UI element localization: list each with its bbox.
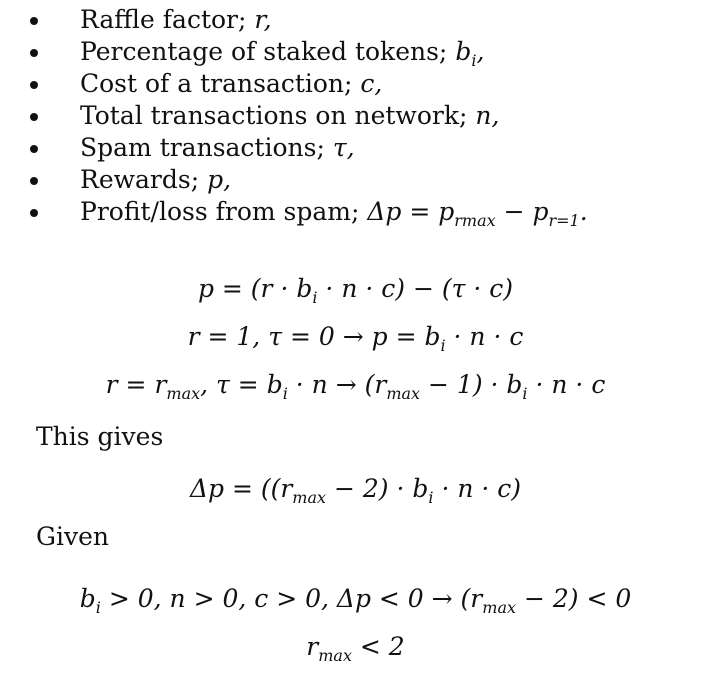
list-item-math: b xyxy=(455,37,472,66)
list-item-tail: , xyxy=(476,37,485,66)
bullet-icon xyxy=(30,49,38,57)
equation-condition: $b_i > 0$, n > 0, c > 0, $\Delta p < 0 \to (r_{max} - 2) < 0$ xyxy=(79,584,632,617)
paragraph-given: Given xyxy=(36,522,109,551)
list-item-text: Spam transactions; xyxy=(80,133,333,162)
list-item-text: Rewards; xyxy=(80,165,208,194)
list-item-math: τ, xyxy=(332,133,355,162)
list-item-math: − p xyxy=(495,197,549,226)
list-item xyxy=(30,164,588,196)
equation-result: $r_{max} < 2$ xyxy=(306,632,405,665)
equation-max-spam: $r = r_{max}$, $\tau = b_i \cdot n \to (r_{max} - 1) \cdot b_i \cdot n \cdot c$ xyxy=(105,370,606,403)
bullet-icon xyxy=(30,177,38,185)
list-item xyxy=(30,36,588,68)
list-item-math: p, xyxy=(207,165,232,194)
list-item-text: Profit/loss from spam; xyxy=(80,197,368,226)
list-item-math: Δp = p xyxy=(367,197,455,226)
equation-reward: $p = (r \cdot b_i \cdot n \cdot c) - (\tau \cdot c)$ xyxy=(197,274,514,307)
list-item-text: Total transactions on network; xyxy=(80,101,476,130)
list-item xyxy=(30,196,588,228)
list-item-math: c, xyxy=(360,69,383,98)
list-item xyxy=(30,68,588,100)
list-item-text: Raffle factor; xyxy=(80,5,255,34)
list-item-math: n, xyxy=(475,101,500,130)
list-item xyxy=(30,4,588,36)
list-item xyxy=(30,132,588,164)
list-item-tail: . xyxy=(579,197,588,226)
bullet-icon xyxy=(30,17,38,25)
paragraph-this-gives: This gives xyxy=(36,422,164,451)
bullet-icon xyxy=(30,81,38,89)
bullet-icon xyxy=(30,209,38,217)
equation-delta-p: $\Delta p = ((r_{max} - 2) \cdot b_i \cdot n \cdot c)$ xyxy=(189,474,522,507)
bullet-icon xyxy=(30,145,38,153)
equation-no-spam: r = 1, $\tau = 0 \to p = b_i \cdot n \cdot c$ xyxy=(187,322,524,355)
list-item-sub: rmax xyxy=(454,211,496,230)
list-item-math: r, xyxy=(254,5,272,34)
variable-list xyxy=(30,4,588,228)
bullet-icon xyxy=(30,113,38,121)
list-item-sub: i xyxy=(471,51,477,70)
list-item-text: Cost of a transaction; xyxy=(80,69,361,98)
list-item-sub: r=1 xyxy=(548,211,580,230)
list-item xyxy=(30,100,588,132)
list-item-text: Percentage of staked tokens; xyxy=(80,37,456,66)
